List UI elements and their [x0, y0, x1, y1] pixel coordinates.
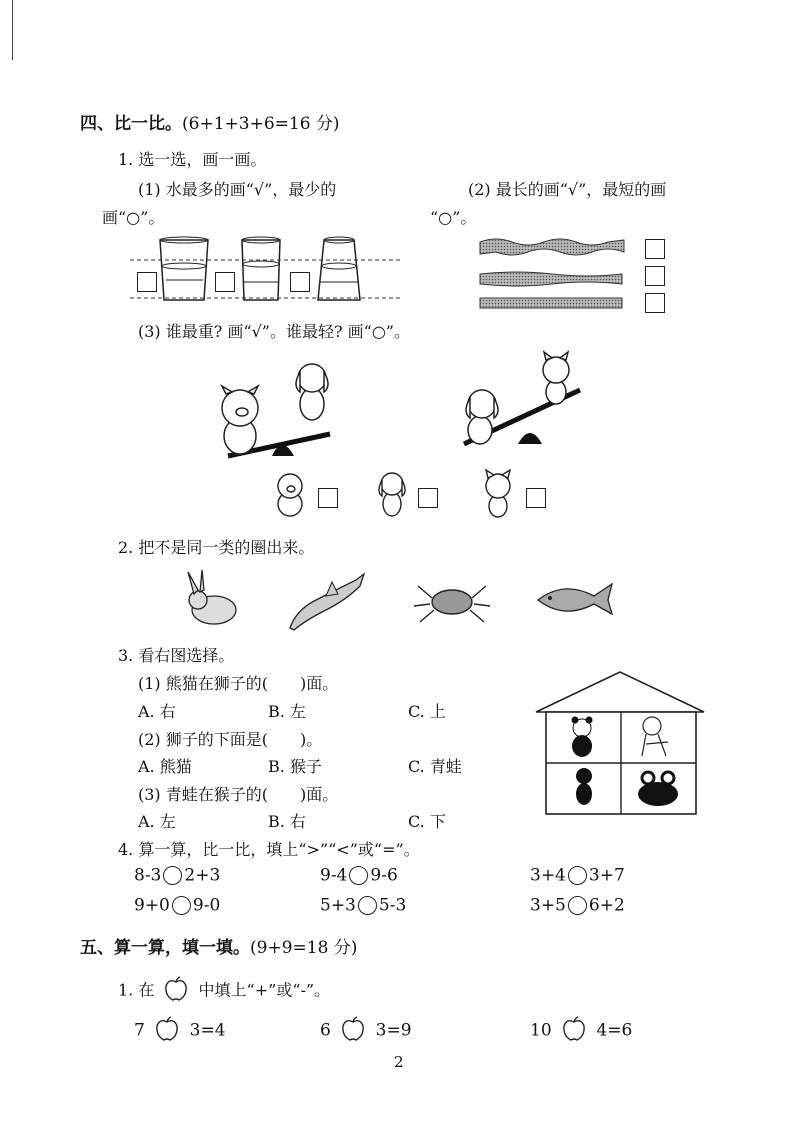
q3-item-2-option-a[interactable]: A. 熊猫	[138, 757, 192, 776]
q3-item-2-option-c[interactable]: C. 青蛙	[408, 757, 462, 776]
cat-icon	[480, 470, 516, 520]
monkey-icon	[576, 768, 592, 805]
q3-item-2-question: (2) 狮子的下面是( )。	[138, 730, 323, 749]
q4-label: 4. 算一算，比一比，填上“>”“<”或“=”。	[118, 840, 420, 859]
answer-box-cup-2[interactable]	[215, 272, 235, 292]
q3-item-2-option-b[interactable]: B. 猴子	[268, 757, 322, 776]
q3-item-3-option-b[interactable]: B. 右	[268, 812, 306, 831]
compare-circle[interactable]	[172, 896, 191, 915]
answer-box-dog[interactable]	[418, 488, 438, 508]
water-cups-illustration	[130, 236, 400, 308]
compare-circle[interactable]	[568, 896, 587, 915]
dolphin-icon	[286, 570, 368, 632]
q4-row-2-item-1: 9+0 9-0	[134, 895, 221, 916]
answer-box-cup-1[interactable]	[137, 272, 157, 292]
margin-line	[12, 0, 13, 60]
s5-q1-label: 1. 在 中填上“+”或“-”。	[118, 976, 330, 1002]
compare-circle[interactable]	[163, 866, 182, 885]
q3-item-3-option-a[interactable]: A. 左	[138, 812, 176, 831]
pig-icon	[272, 470, 308, 518]
answer-box-pig[interactable]	[318, 488, 338, 508]
s5-q1-item-3: 10 4=6	[530, 1016, 632, 1042]
q1-sub1-line1: (1) 水最多的画“√”，最少的	[138, 180, 337, 199]
section4-title: 四、比一比。(6+1+3+6=16 分)	[80, 114, 340, 134]
q3-item-1-question: (1) 熊猫在狮子的( )面。	[138, 674, 339, 693]
q1-sub1-line2: 画“○”。	[102, 208, 165, 227]
q3-label: 3. 看右图选择。	[118, 646, 235, 665]
page-number: 2	[394, 1053, 404, 1071]
q1-label: 1. 选一选，画一画。	[118, 150, 267, 169]
answer-box-cat[interactable]	[526, 488, 546, 508]
q3-item-3-question: (3) 青蛙在猴子的( )面。	[138, 785, 339, 804]
section5-title: 五、算一算，填一填。(9+9=18 分)	[80, 938, 358, 958]
q4-row-2-item-3: 3+5 6+2	[530, 895, 625, 916]
seesaw-illustration	[200, 352, 600, 472]
fish-icon	[534, 576, 616, 620]
q4-row-1-item-1: 8-3 2+3	[134, 865, 221, 886]
q4-row-1-item-3: 3+4 3+7	[530, 865, 625, 886]
animal-house-figure	[534, 670, 706, 818]
answer-box-ribbon-1[interactable]	[645, 239, 665, 259]
answer-box-ribbon-2[interactable]	[645, 266, 665, 286]
q3-item-1-option-b[interactable]: B. 左	[268, 702, 306, 721]
compare-circle[interactable]	[358, 896, 377, 915]
q3-item-3-option-c[interactable]: C. 下	[408, 812, 446, 831]
q4-row-2-item-2: 5+3 5-3	[320, 895, 407, 916]
q3-item-1-option-a[interactable]: A. 右	[138, 702, 176, 721]
s5-q1-item-1: 7 3=4	[134, 1016, 226, 1042]
apple-icon	[163, 976, 189, 1002]
crab-icon	[412, 572, 494, 626]
q2-label: 2. 把不是同一类的圈出来。	[118, 538, 315, 557]
ribbons-illustration	[476, 236, 636, 316]
q4-row-1-item-2: 9-4 9-6	[320, 865, 398, 886]
q1-sub2-line1: (2) 最长的画“√”，最短的画	[468, 180, 667, 199]
compare-circle[interactable]	[349, 866, 368, 885]
rabbit-icon	[180, 568, 242, 630]
q3-item-1-option-c[interactable]: C. 上	[408, 702, 446, 721]
answer-box-ribbon-3[interactable]	[645, 293, 665, 313]
dog-icon	[374, 470, 410, 518]
apple-answer-icon[interactable]	[561, 1016, 587, 1042]
q1-sub2-line2: “○”。	[430, 208, 477, 227]
q1-sub3: (3) 谁最重? 画“√”。谁最轻? 画“○”。	[138, 322, 410, 341]
apple-answer-icon[interactable]	[340, 1016, 366, 1042]
compare-circle[interactable]	[568, 866, 587, 885]
s5-q1-item-2: 6 3=9	[320, 1016, 412, 1042]
apple-answer-icon[interactable]	[154, 1016, 180, 1042]
answer-box-cup-3[interactable]	[290, 272, 310, 292]
